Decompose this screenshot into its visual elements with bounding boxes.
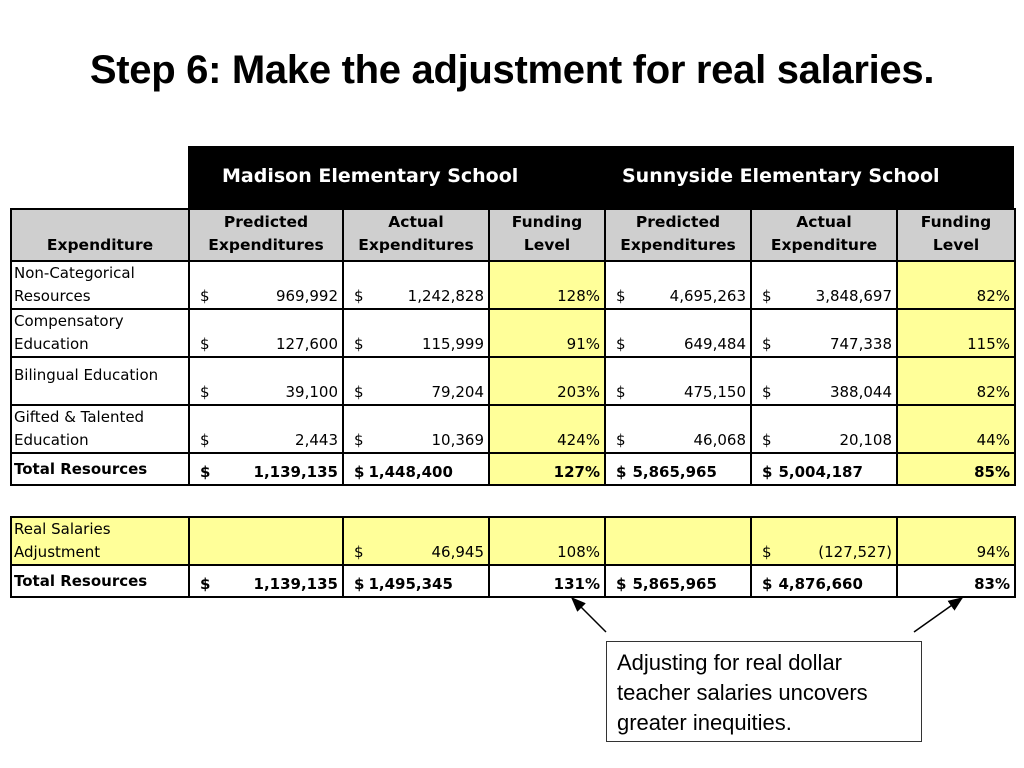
table-row <box>11 261 1015 309</box>
madison-funding-adjusted-total: 131% <box>489 565 605 597</box>
arrow-to-madison <box>572 598 606 632</box>
madison-predicted-adjusted-total: $ 1,139,135 <box>189 565 343 597</box>
callout-box: Adjusting for real dollar teacher salaries uncovers greater inequities. <box>606 641 922 742</box>
sunnyside-actual-total: $ 5,004,187 <box>751 453 897 485</box>
sunnyside-predicted-cell: $ 4,695,263 <box>605 261 751 309</box>
madison-school-header: Madison Elementary School <box>222 165 519 187</box>
madison-actual-adjusted-total: $ 1,495,345 <box>343 565 489 597</box>
sunnyside-actual-cell: $ 388,044 <box>751 357 897 405</box>
madison-actual-cell: $ 10,369 <box>343 405 489 453</box>
madison-predicted-adjustment <box>189 517 343 565</box>
col-madison-predicted: Predicted Expenditures <box>189 209 343 261</box>
total-label: Total Resources <box>11 453 189 485</box>
expenditure-table <box>10 208 1016 486</box>
sunnyside-predicted-cell: $ 46,068 <box>605 405 751 453</box>
madison-predicted-cell: $ 39,100 <box>189 357 343 405</box>
adjusted-total-label: Total Resources <box>11 565 189 597</box>
madison-predicted-cell: $ 2,443 <box>189 405 343 453</box>
row-label: Bilingual Education <box>11 357 189 405</box>
col-sunnyside-actual: Actual Expenditure <box>751 209 897 261</box>
madison-funding-total: 127% <box>489 453 605 485</box>
madison-funding-cell: 128% <box>489 261 605 309</box>
sunnyside-actual-adjustment: $ (127,527) <box>751 517 897 565</box>
madison-actual-cell: $ 1,242,828 <box>343 261 489 309</box>
sunnyside-funding-adjustment: 94% <box>897 517 1015 565</box>
col-sunnyside-predicted: Predicted Expenditures <box>605 209 751 261</box>
sunnyside-school-header: Sunnyside Elementary School <box>622 165 940 187</box>
sunnyside-predicted-cell: $ 475,150 <box>605 357 751 405</box>
col-madison-actual: Actual Expenditures <box>343 209 489 261</box>
total-row <box>11 453 1015 485</box>
madison-funding-cell: 91% <box>489 309 605 357</box>
sunnyside-funding-cell: 82% <box>897 261 1015 309</box>
madison-funding-cell: 424% <box>489 405 605 453</box>
sunnyside-actual-cell: $ 747,338 <box>751 309 897 357</box>
sunnyside-actual-adjusted-total: $ 4,876,660 <box>751 565 897 597</box>
madison-actual-cell: $ 115,999 <box>343 309 489 357</box>
sunnyside-predicted-adjusted-total: $ 5,865,965 <box>605 565 751 597</box>
sunnyside-actual-cell: $ 20,108 <box>751 405 897 453</box>
madison-predicted-cell: $ 969,992 <box>189 261 343 309</box>
column-header-row <box>11 209 1015 261</box>
row-label: Gifted & Talented Education <box>11 405 189 453</box>
adjusted-total-row <box>11 565 1015 597</box>
table-row <box>11 357 1015 405</box>
page-title: Step 6: Make the adjustment for real salaries. <box>89 48 935 92</box>
madison-actual-cell: $ 79,204 <box>343 357 489 405</box>
madison-actual-adjustment: $ 46,945 <box>343 517 489 565</box>
table-row <box>11 309 1015 357</box>
sunnyside-predicted-adjustment <box>605 517 751 565</box>
table-row <box>11 405 1015 453</box>
row-label: Non-Categorical Resources <box>11 261 189 309</box>
sunnyside-funding-cell: 44% <box>897 405 1015 453</box>
madison-actual-total: $ 1,448,400 <box>343 453 489 485</box>
adjustment-label: Real Salaries Adjustment <box>11 517 189 565</box>
sunnyside-predicted-total: $ 5,865,965 <box>605 453 751 485</box>
madison-funding-cell: 203% <box>489 357 605 405</box>
adjustment-table <box>10 516 1016 598</box>
sunnyside-predicted-cell: $ 649,484 <box>605 309 751 357</box>
sunnyside-actual-cell: $ 3,848,697 <box>751 261 897 309</box>
col-sunnyside-funding: Funding Level <box>897 209 1015 261</box>
madison-funding-adjustment: 108% <box>489 517 605 565</box>
row-label: Compensatory Education <box>11 309 189 357</box>
madison-predicted-cell: $ 127,600 <box>189 309 343 357</box>
col-madison-funding: Funding Level <box>489 209 605 261</box>
arrow-to-sunnyside <box>914 598 962 632</box>
adjustment-row <box>11 517 1015 565</box>
madison-predicted-total: $ 1,139,135 <box>189 453 343 485</box>
col-expenditure: Expenditure <box>11 209 189 261</box>
sunnyside-funding-cell: 115% <box>897 309 1015 357</box>
sunnyside-funding-adjusted-total: 83% <box>897 565 1015 597</box>
sunnyside-funding-cell: 82% <box>897 357 1015 405</box>
sunnyside-funding-total: 85% <box>897 453 1015 485</box>
